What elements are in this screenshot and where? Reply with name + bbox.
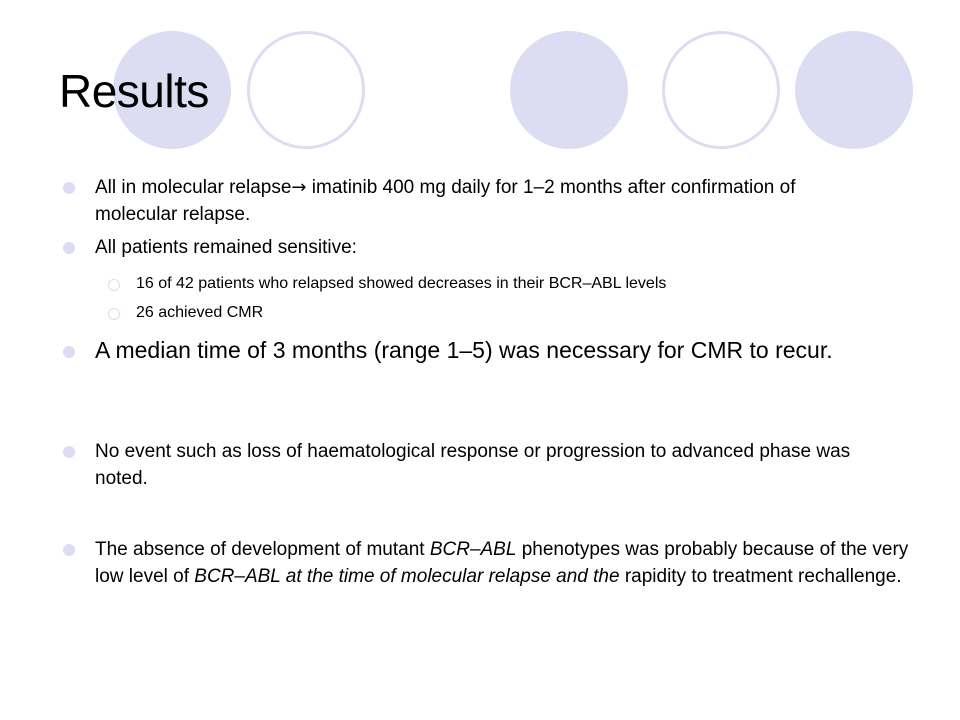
decor-circle-2 (510, 31, 628, 149)
sub-bullet-ring (108, 308, 120, 320)
bullet-dot (63, 242, 75, 254)
bullet-text-italic: BCR–ABL at the time of molecular relapse and the (194, 566, 620, 587)
sub-bullet-ring (108, 279, 120, 291)
bullet-text: A median time of 3 months (range 1–5) was necessary for CMR to recur. (95, 337, 833, 363)
decor-circle-3 (795, 31, 913, 149)
decor-ring-1 (247, 31, 365, 149)
bullet-text: No event such as loss of haematological response or progression to advanced phase was noted. (95, 441, 851, 489)
bullet-text-part: The absence of development of mutant (95, 539, 430, 560)
bullet-text-part: phenotypes was probably because of the very low level of (95, 539, 909, 587)
bullet-text (95, 536, 915, 590)
bullet-text-part: imatinib 400 mg daily for 1–2 months after confirmation of molecular relapse. (95, 177, 796, 225)
bullet-dot (63, 346, 75, 358)
arrow-right-icon: → (291, 177, 307, 198)
sub-bullet-text: 16 of 42 patients who relapsed showed decreases in their BCR–ABL levels (136, 275, 667, 292)
bullet-dot (63, 544, 75, 556)
sub-bullet-text: 26 achieved CMR (136, 304, 264, 321)
bullet-dot (63, 182, 75, 194)
bullet-text (95, 174, 855, 228)
bullet-text: All patients remained sensitive: (95, 237, 357, 258)
bullet-text-italic: BCR–ABL (429, 539, 517, 560)
decor-ring-2 (662, 31, 780, 149)
bullet-text-part: All in molecular relapse (95, 177, 292, 198)
slide-title: Results (59, 65, 209, 117)
bullet-dot (63, 446, 75, 458)
bullet-text-part: rapidity to treatment rechallenge. (619, 566, 902, 587)
